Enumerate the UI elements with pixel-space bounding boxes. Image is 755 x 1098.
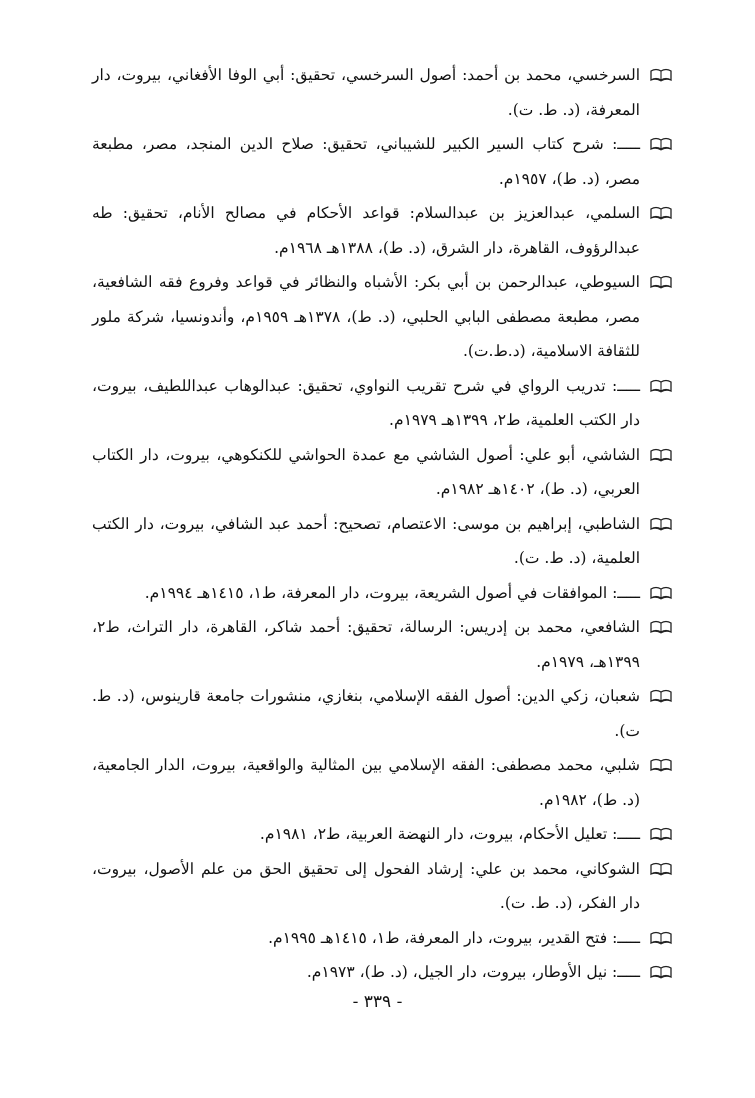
book-icon — [650, 67, 672, 83]
bibliography-entry — [92, 438, 672, 507]
book-icon — [650, 205, 672, 221]
entry-text: السيوطي، عبدالرحمن بن أبي بكر: الأشباه والنظائر في قواعد وفروع فقه الشافعية، مصر، مطبعة مصطفى البابي الحلبي، (د. ط)، ١٣٧٨هـ ١٩٥٩م، وأندونسيا، شركة ملور للثقافة الاسلامية، (د.ط.ت). — [92, 273, 640, 360]
entry-text: ـــــ: تعليل الأحكام، بيروت، دار النهضة العربية، ط٢، ١٩٨١م. — [259, 825, 640, 843]
entry-text: الشافعي، محمد بن إدريس: الرسالة، تحقيق: أحمد شاكر، القاهرة، دار التراث، ط٢، ١٣٩٩هـ، ١٩٧٩م. — [92, 618, 640, 671]
bibliography-entry — [92, 196, 672, 265]
book-icon — [650, 274, 672, 290]
entry-text: الشوكاني، محمد بن علي: إرشاد الفحول إلى تحقيق الحق من علم الأصول، بيروت، دار الفكر، (د. ط. ت). — [92, 859, 640, 912]
entry-text: ـــــ: شرح كتاب السير الكبير للشيباني، تحقيق: صلاح الدين المنجد، مصر، مطبعة مصر، (د. ط)، ١٩٥٧م. — [92, 135, 640, 188]
book-icon — [650, 930, 672, 946]
entry-text: الشاطبي، إبراهيم بن موسى: الاعتصام، تصحيح: أحمد عبد الشافي، بيروت، دار الكتب العلمية، (د. ط. ت). — [92, 514, 640, 567]
bibliography-entry — [92, 127, 672, 196]
book-icon — [650, 861, 672, 877]
bibliography-entry — [92, 576, 672, 611]
entry-text: السرخسي، محمد بن أحمد: أصول السرخسي، تحقيق: أبي الوفا الأفغاني، بيروت، دار المعرفة، (د. ط. ت). — [92, 66, 640, 119]
bibliography-entry — [92, 369, 672, 438]
bibliography-entry — [92, 852, 672, 921]
book-icon — [650, 757, 672, 773]
page-number: - ٣٣٩ - — [352, 992, 403, 1012]
book-icon — [650, 585, 672, 601]
book-icon — [650, 619, 672, 635]
entry-text: شعبان، زكي الدين: أصول الفقه الإسلامي، بنغازي، منشورات جامعة قارينوس، (د. ط. ت). — [92, 687, 640, 740]
bibliography-entry — [92, 265, 672, 369]
book-icon — [650, 688, 672, 704]
entry-text: شلبي، محمد مصطفى: الفقه الإسلامي بين المثالية والواقعية، بيروت، الدار الجامعية، (د. ط)، ١٩٨٢م. — [92, 756, 640, 809]
bibliography-entry — [92, 610, 672, 679]
book-icon — [650, 516, 672, 532]
bibliography-entry — [92, 748, 672, 817]
entry-text: السلمي، عبدالعزيز بن عبدالسلام: قواعد الأحكام في مصالح الأنام، تحقيق: طه عبدالرؤوف، القاهرة، دار الشرق، (د. ط)، ١٣٨٨هـ ١٩٦٨م. — [92, 204, 640, 257]
book-icon — [650, 826, 672, 842]
bibliography-entry — [92, 817, 672, 852]
entry-text: ـــــ: الموافقات في أصول الشريعة، بيروت، دار المعرفة، ط١، ١٤١٥هـ ١٩٩٤م. — [144, 583, 640, 602]
bibliography-entry — [92, 955, 672, 990]
bibliography-entry — [92, 507, 672, 576]
book-icon — [650, 447, 672, 463]
entry-text: الشاشي، أبو علي: أصول الشاشي مع عمدة الحواشي للكنكوهي، بيروت، دار الكتاب العربي، (د. ط)، ١٤٠٢هـ ١٩٨٢م. — [92, 445, 640, 498]
entry-text: ـــــ: نيل الأوطار، بيروت، دار الجيل، (د. ط)، ١٩٧٣م. — [306, 963, 640, 981]
book-icon — [650, 136, 672, 152]
book-icon — [650, 378, 672, 394]
entry-text: ـــــ: فتح القدير، بيروت، دار المعرفة، ط١، ١٤١٥هـ ١٩٩٥م. — [268, 928, 640, 947]
bibliography-entry — [92, 58, 672, 127]
bibliography-entry — [92, 679, 672, 748]
entry-text: ـــــ: تدريب الرواي في شرح تقريب النواوي، تحقيق: عبدالوهاب عبداللطيف، بيروت، دار الكتب العلمية، ط٢، ١٣٩٩هـ ١٩٧٩م. — [92, 376, 640, 429]
bibliography-entry — [92, 921, 672, 956]
book-icon — [650, 964, 672, 980]
bibliography-list — [92, 58, 672, 990]
